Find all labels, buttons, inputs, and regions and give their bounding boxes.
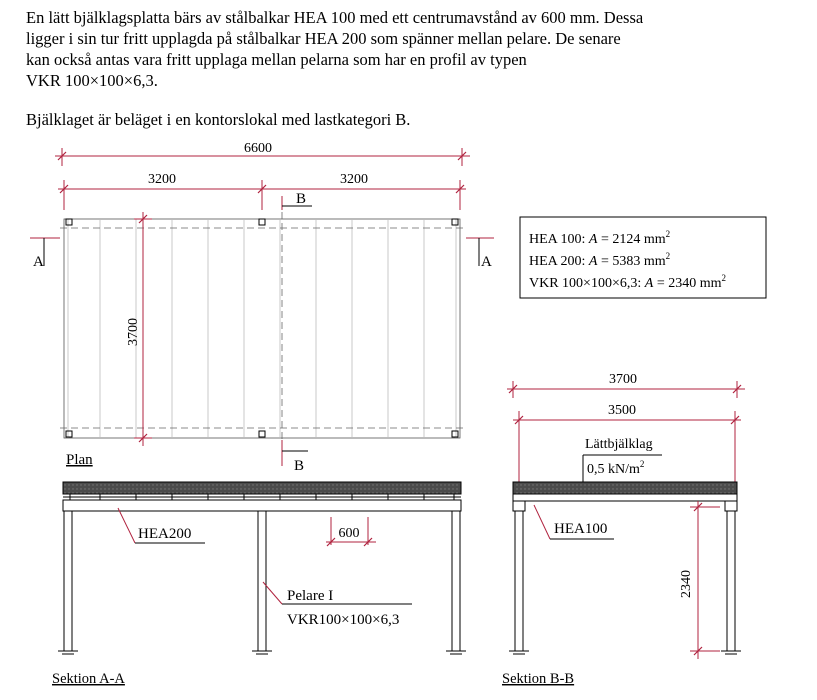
section-bb-load-label: 0,5 $kN/m^2$	[587, 459, 645, 477]
section-marker-b-bottom	[282, 440, 308, 474]
section-marker-a-left	[30, 238, 60, 270]
section-aa-column-label-1: Pelare I	[287, 588, 334, 604]
section-aa-column-label-2: VKR100×100×6,3	[287, 612, 400, 628]
section-aa-title: Sektion A-A	[52, 671, 125, 687]
plan-dim-total-label: 6600	[244, 141, 272, 156]
section-aa-slab	[63, 482, 461, 494]
section-bb-title: Sektion B-B	[502, 671, 575, 687]
section-bb-view	[502, 372, 745, 687]
section-marker-b-bottom-label: B	[294, 458, 305, 474]
plan-dim-right-label: 3200	[340, 172, 368, 187]
section-aa-spacing-dim	[326, 517, 376, 546]
section-bb-dim-top-label: 3700	[609, 372, 637, 387]
section-aa-secondary-beams	[63, 494, 461, 500]
section-bb-dim-height	[679, 501, 720, 659]
area-row-vkr: VKR 100×100×6,3: A = 2340 $mm^2$	[529, 273, 726, 291]
section-marker-a-right	[466, 238, 494, 270]
plan-title: Plan	[66, 452, 93, 468]
section-marker-a-left-label: A	[33, 254, 44, 270]
section-bb-beam-callout	[534, 505, 614, 539]
section-bb-dim-height-label: 2340	[679, 570, 694, 598]
paragraph-line: kan också antas vara fritt upplaga mellan pelarna som har en profil av typen	[26, 50, 527, 69]
plan-dim-left-label: 3200	[148, 172, 176, 187]
section-marker-b-top-label: B	[296, 191, 307, 207]
plan-dim-sub	[58, 172, 466, 210]
section-bb-dim-top	[507, 372, 745, 398]
section-bb-slab	[513, 482, 737, 494]
paragraph-line: VKR 100×100×6,3.	[26, 71, 158, 90]
plan-dim-height	[126, 212, 152, 446]
plan-dim-total	[55, 141, 470, 166]
section-bb-main-beam-left	[513, 501, 525, 511]
section-aa-beam-callout	[118, 508, 205, 543]
section-aa-spacing-label: 600	[338, 526, 360, 541]
section-bb-secondary-beam	[513, 494, 737, 501]
cross-section-areas-box	[520, 217, 766, 298]
section-aa-columns	[58, 511, 466, 654]
section-aa-column-callout	[263, 582, 412, 628]
section-marker-a-right-label: A	[481, 254, 492, 270]
section-bb-columns	[509, 511, 741, 654]
section-bb-beam-label: HEA100	[554, 521, 608, 537]
section-bb-slab-label: Lättbjälklag	[585, 437, 653, 452]
load-category-paragraph: Bjälklaget är beläget i en kontorslokal med lastkategori B.	[26, 110, 411, 129]
section-marker-b-top	[282, 191, 312, 210]
section-aa-main-beam	[63, 500, 461, 511]
section-bb-main-beam-right	[725, 501, 737, 511]
area-row-hea200: HEA 200: A = 5383 $mm^2$	[529, 251, 671, 269]
plan-dim-height-label: 3700	[126, 318, 141, 346]
plan-columns	[66, 219, 458, 437]
section-bb-load-callout	[583, 437, 662, 482]
section-aa-beam-label: HEA200	[138, 526, 192, 542]
section-bb-dim-second-label: 3500	[608, 403, 636, 418]
paragraph-line: ligger i sin tur fritt upplagda på stålbalkar HEA 200 som spänner mellan pelare. De senare	[26, 29, 621, 48]
plan-view	[30, 141, 494, 474]
paragraph-line: En lätt bjälklagsplatta bärs av stålbalkar HEA 100 med ett centrumavstånd av 600 mm. Dessa	[26, 8, 644, 27]
area-row-hea100: HEA 100: A = 2124 $mm^2$	[529, 229, 671, 247]
section-aa-view	[52, 482, 466, 687]
plan-outline	[64, 219, 460, 438]
